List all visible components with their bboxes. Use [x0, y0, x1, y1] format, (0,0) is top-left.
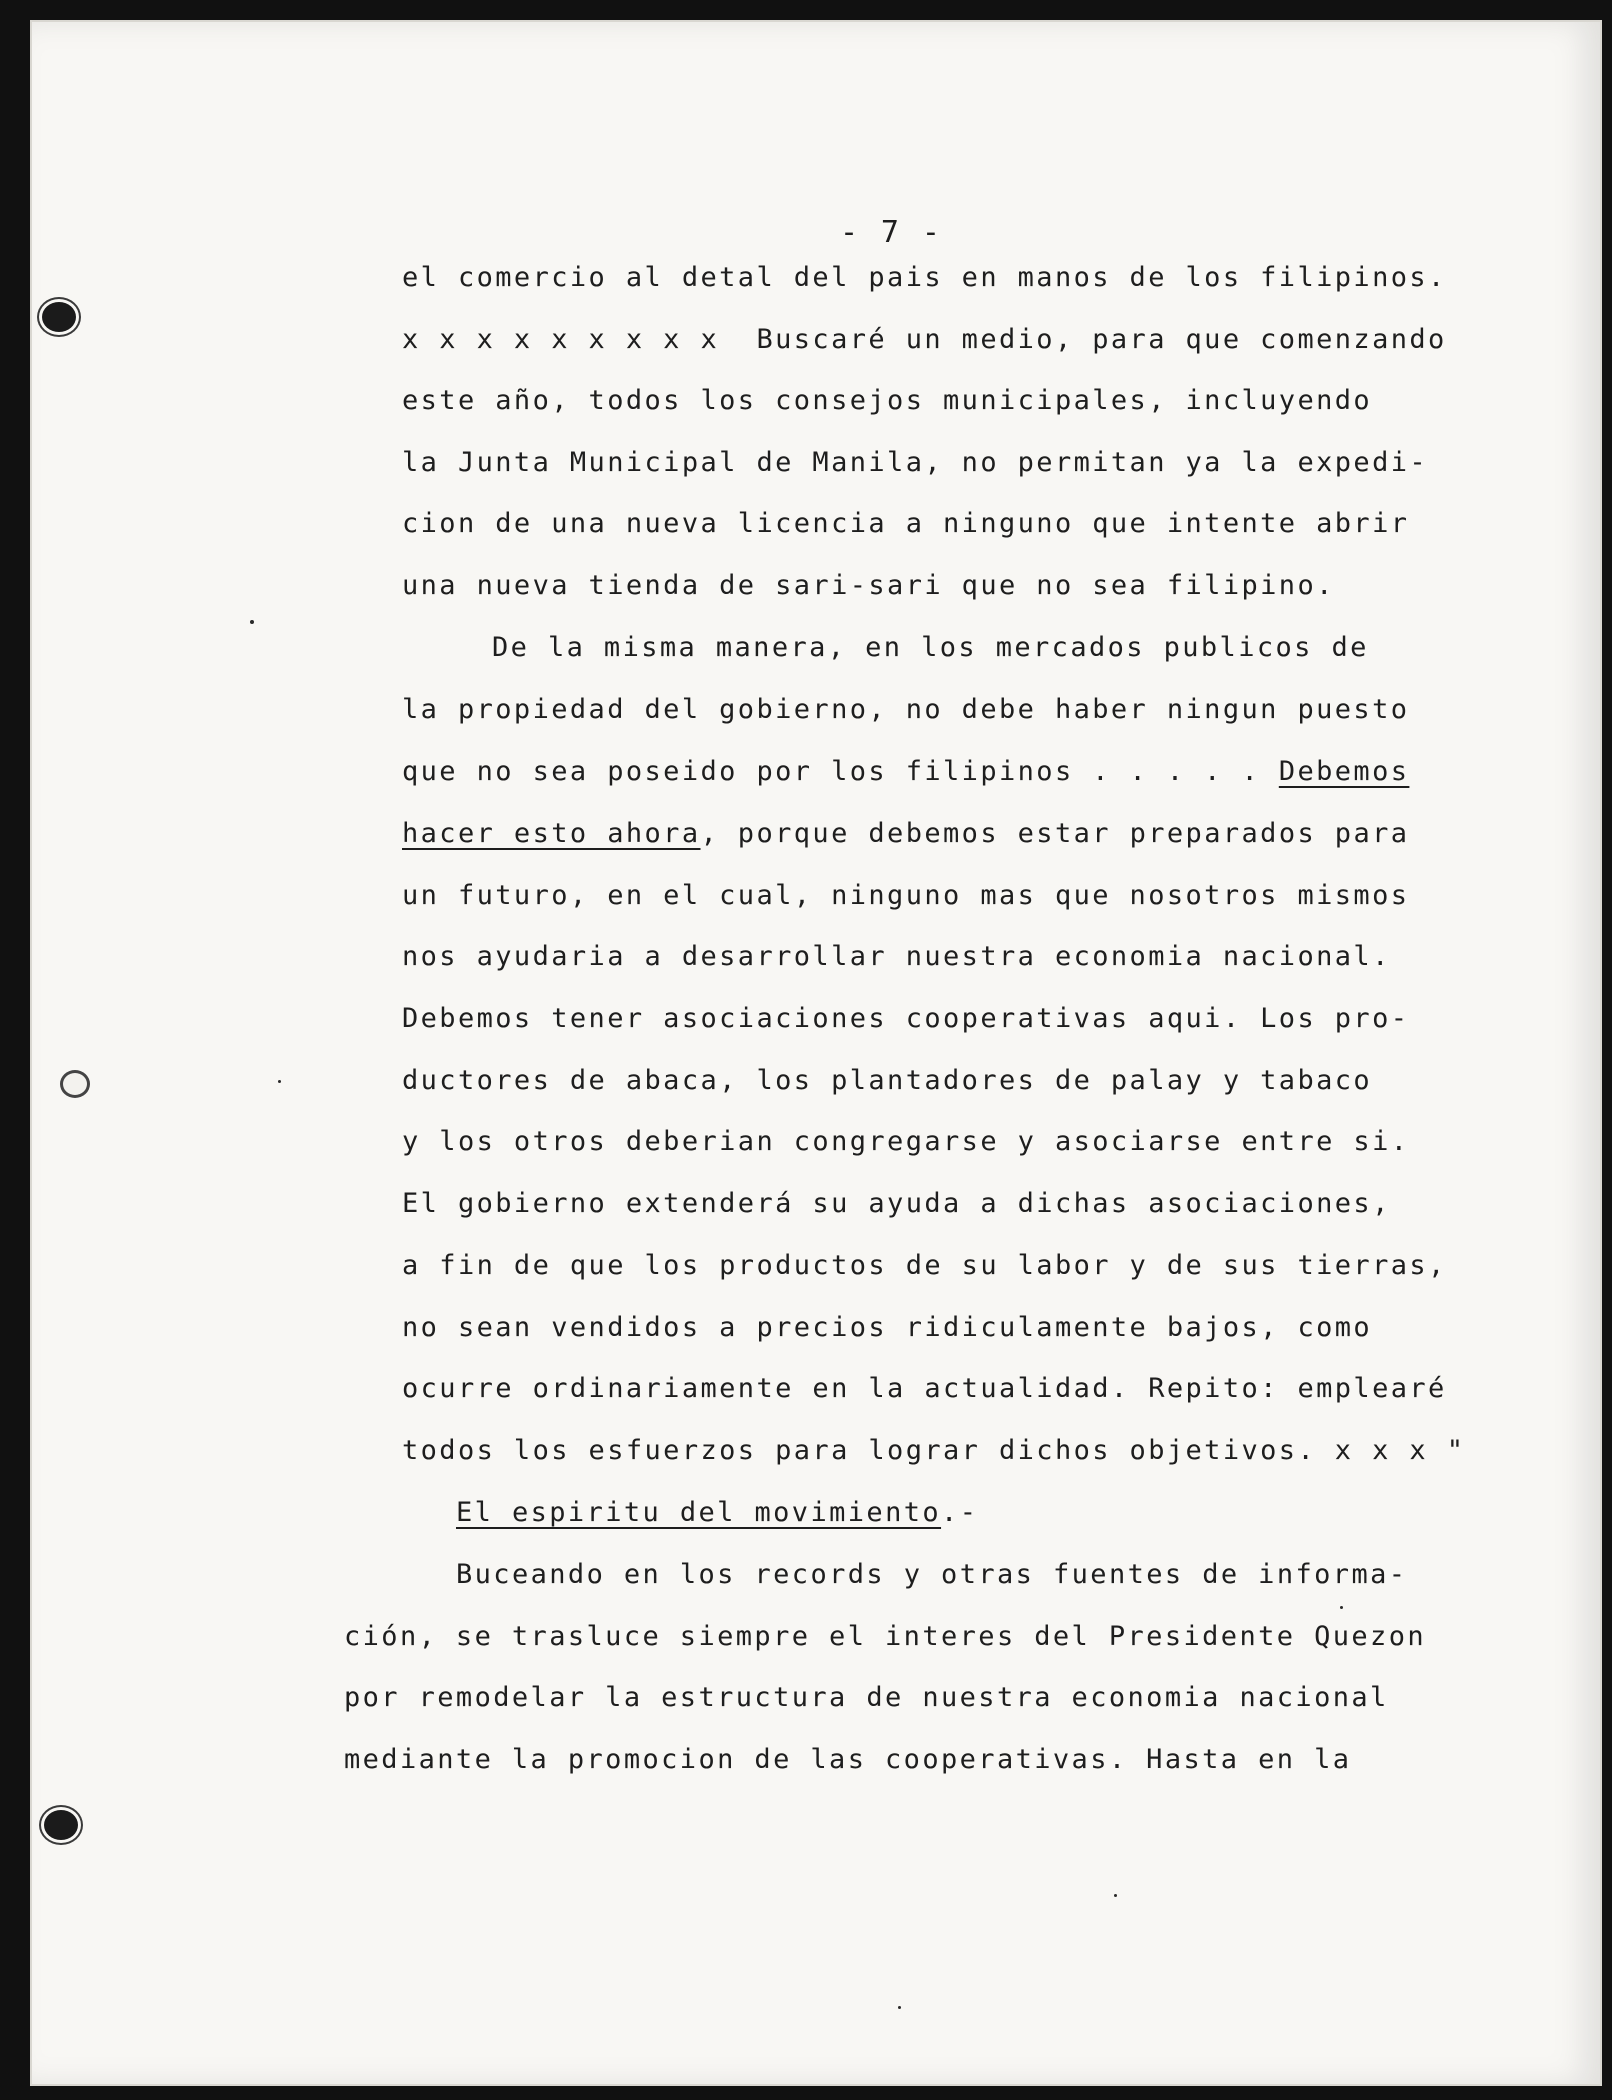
text-line: El gobierno extenderá su ayuda a dichas asociaciones,	[402, 1188, 1391, 1219]
text-line	[402, 758, 1409, 785]
text-line: x x x x x x x x x Buscaré un medio, para que comenzando	[402, 324, 1447, 355]
text-line: la propiedad del gobierno, no debe haber ningun puesto	[402, 694, 1410, 725]
scan-speck	[1340, 1606, 1343, 1609]
scan-speck	[250, 620, 254, 624]
text-line: nos ayudaria a desarrollar nuestra economia nacional.	[402, 941, 1391, 972]
text-line: este año, todos los consejos municipales, incluyendo	[402, 385, 1373, 416]
text-line: la Junta Municipal de Manila, no permitan ya la expedi-	[402, 447, 1429, 478]
text-segment: que no sea poseido por los filipinos . . . . .	[402, 756, 1279, 787]
section-heading-suffix: .-	[941, 1497, 979, 1528]
text-line: no sean vendidos a precios ridiculamente bajos, como	[402, 1312, 1373, 1343]
page-number: - 7 -	[840, 215, 943, 250]
punch-hole-bottom	[44, 1810, 78, 1840]
text-line	[402, 820, 1409, 847]
paper-sheet	[30, 20, 1602, 2086]
scan-speck	[278, 1080, 281, 1083]
text-line: cion de una nueva licencia a ninguno que intente abrir	[402, 508, 1410, 539]
text-line: Debemos tener asociaciones cooperativas aqui. Los pro-	[402, 1003, 1410, 1034]
text-line: todos los esfuerzos para lograr dichos objetivos. x x x "	[402, 1435, 1466, 1466]
section-heading-title: El espiritu del movimiento	[456, 1497, 942, 1528]
text-line: Buceando en los records y otras fuentes de informa-	[456, 1559, 1408, 1590]
scan-speck	[898, 2006, 901, 2009]
punch-hole-middle	[60, 1070, 90, 1098]
text-line: ductores de abaca, los plantadores de palay y tabaco	[402, 1065, 1373, 1096]
text-segment: , porque debemos estar preparados para	[700, 818, 1410, 849]
text-line: ocurre ordinariamente en la actualidad. Repito: emplearé	[402, 1373, 1447, 1404]
text-line: por remodelar la estructura de nuestra economia nacional	[344, 1682, 1389, 1713]
text-line: ción, se trasluce siempre el interes del Presidente Quezon	[344, 1621, 1427, 1652]
text-line: el comercio al detal del pais en manos de los filipinos.	[402, 262, 1447, 293]
underlined-emphasis: hacer esto ahora	[402, 818, 701, 849]
text-line: un futuro, en el cual, ninguno mas que nosotros mismos	[402, 880, 1410, 911]
text-line: a fin de que los productos de su labor y de sus tierras,	[402, 1250, 1447, 1281]
text-line: y los otros deberian congregarse y asociarse entre si.	[402, 1126, 1410, 1157]
scan-speck	[1114, 1894, 1117, 1897]
underlined-emphasis: Debemos	[1278, 756, 1410, 787]
punch-hole-top	[42, 302, 76, 332]
section-heading	[456, 1499, 978, 1526]
text-line: De la misma manera, en los mercados publicos de	[492, 632, 1369, 663]
text-line: mediante la promocion de las cooperativas. Hasta en la	[344, 1744, 1352, 1775]
text-line: una nueva tienda de sari-sari que no sea filipino.	[402, 570, 1335, 601]
